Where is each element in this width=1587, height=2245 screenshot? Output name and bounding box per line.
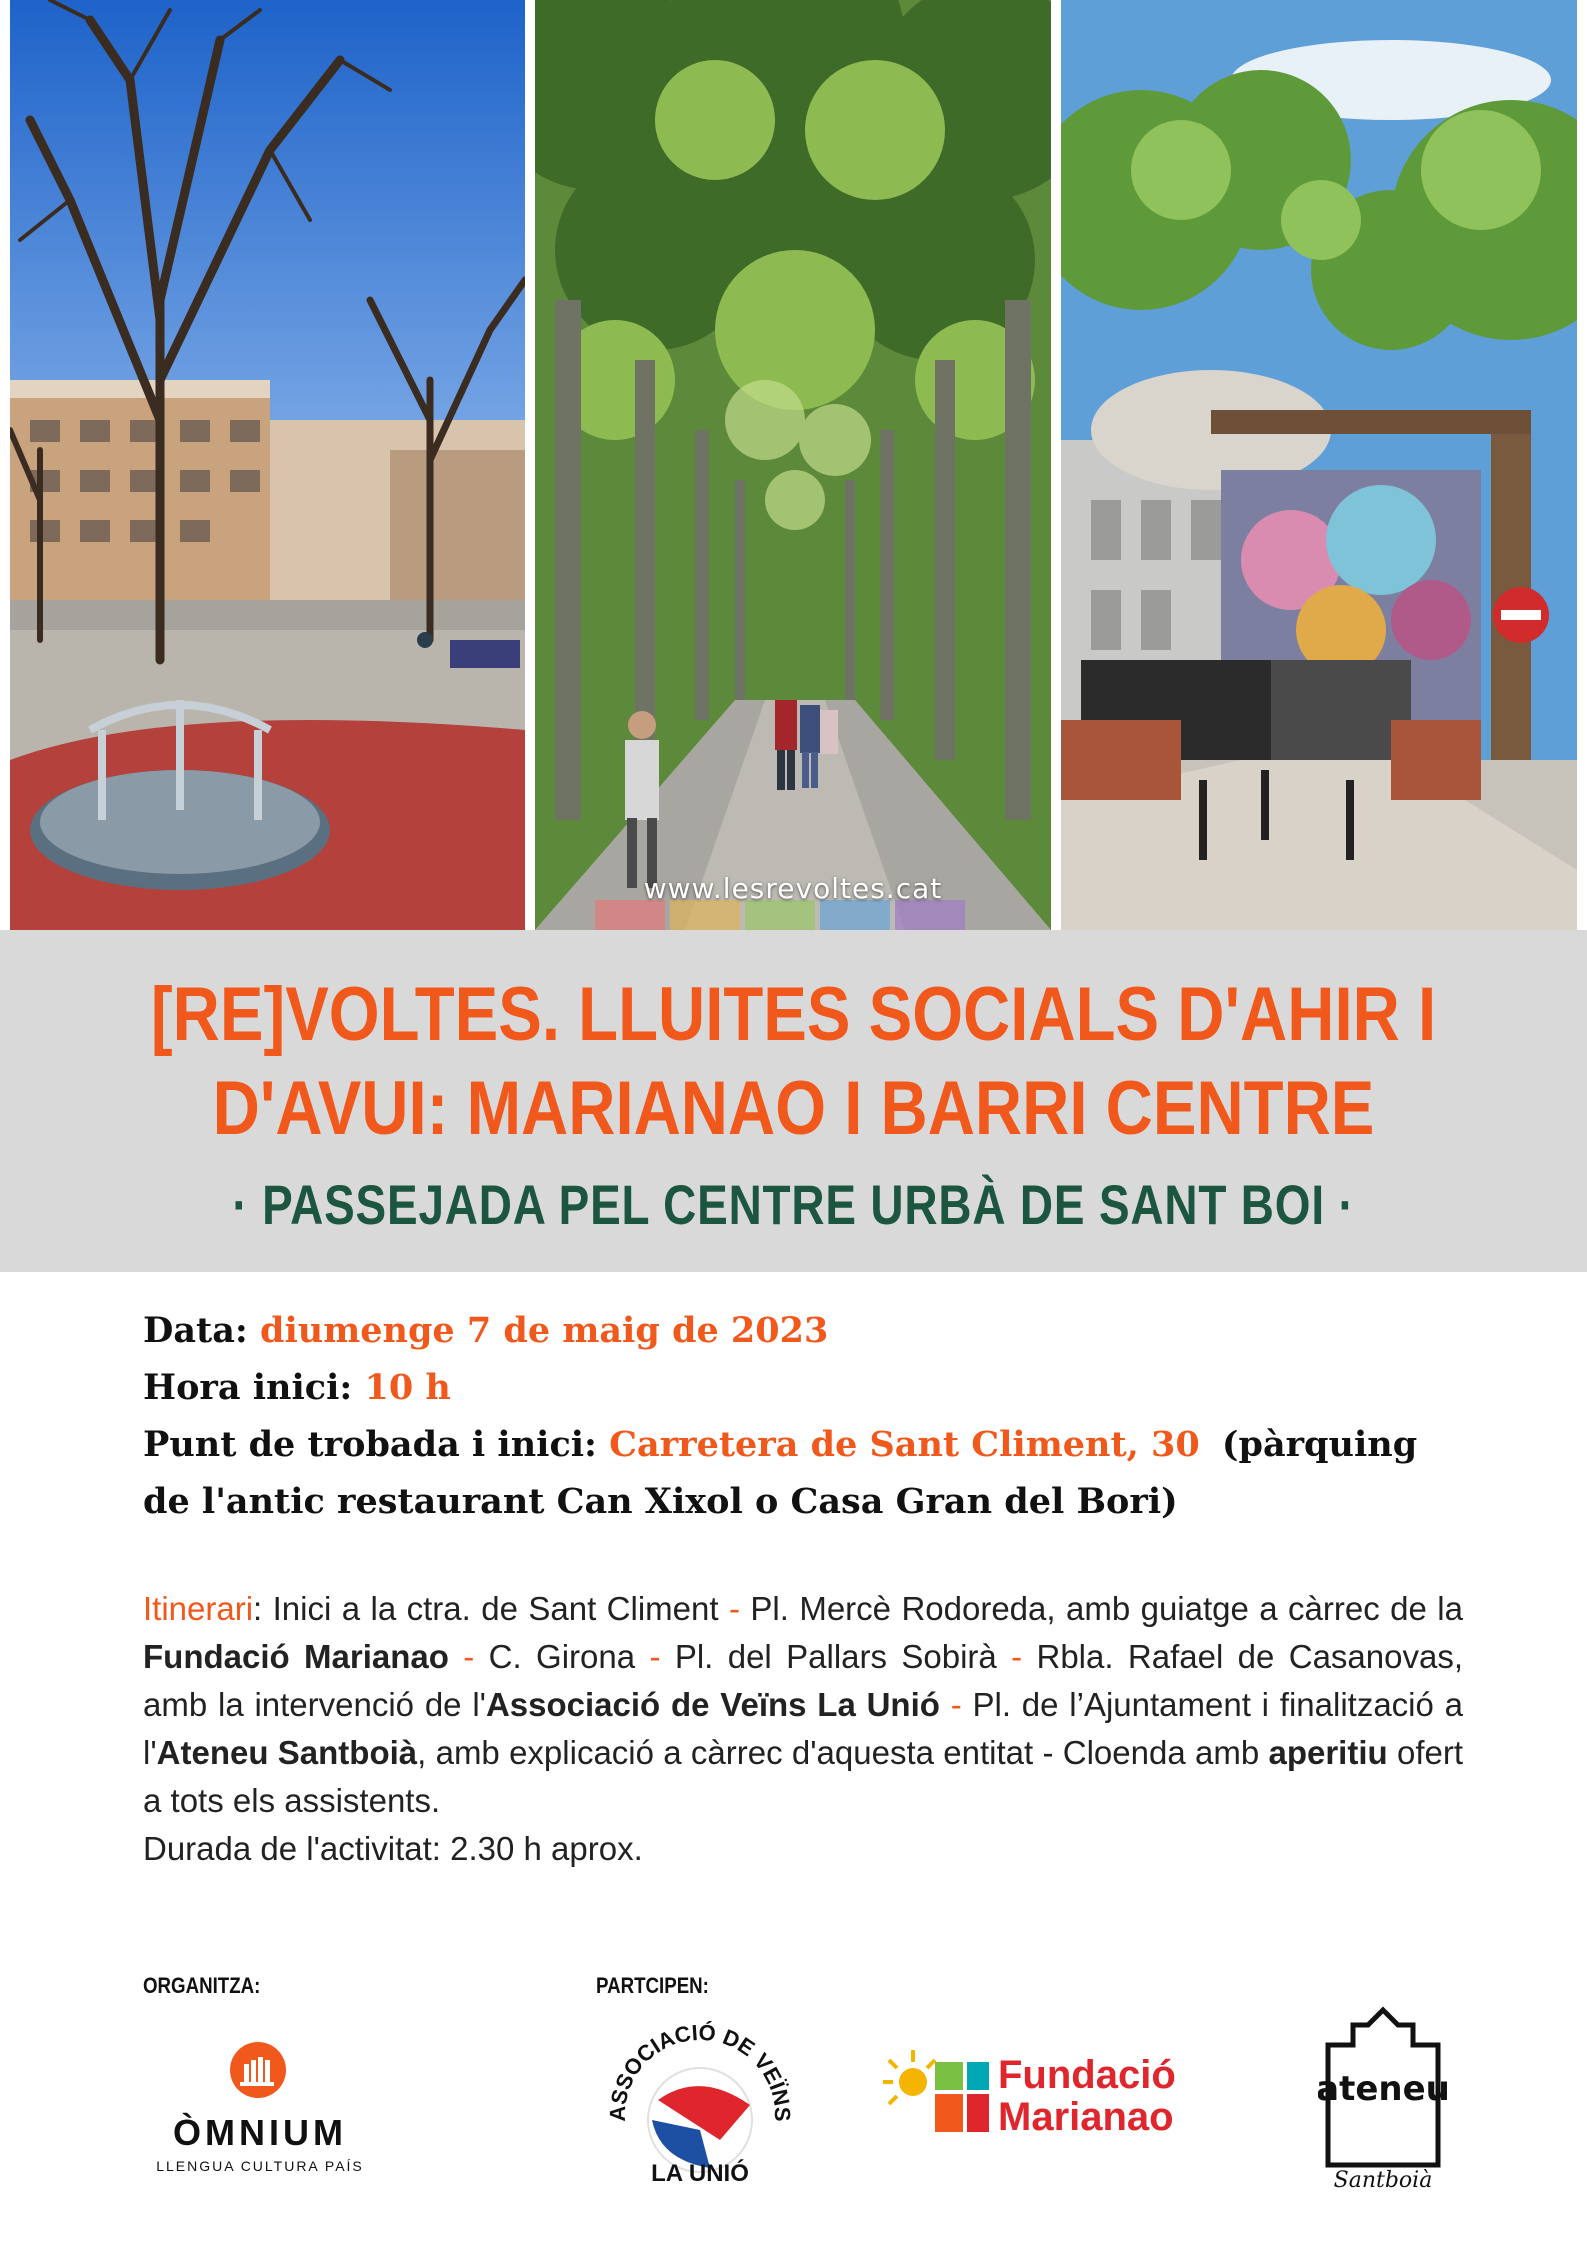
ateneu-place: Santboià <box>1333 2168 1433 2193</box>
ateneu-santboia-logo <box>1318 2005 1448 2195</box>
itinerary-text: Rbla. Rafael de Casanovas, amb la intervenció de l' <box>143 1638 1464 1723</box>
omnium-name: ÒMNIUM <box>173 2112 347 2153</box>
itinerary-dash: - <box>950 1686 962 1723</box>
itinerary-bold: Associació de Veïns La Unió <box>485 1686 940 1723</box>
itinerary-text: : Inici a la ctra. de Sant Climent <box>253 1590 729 1627</box>
time-row <box>143 1359 1463 1416</box>
ateneu-house-icon <box>1318 2005 1448 2195</box>
date-row <box>143 1302 1463 1359</box>
duration: Durada de l'activitat: 2.30 h aprox. <box>143 1830 643 1867</box>
event-title <box>111 968 1476 1156</box>
itinerary-text: Pl. del Pallars Sobirà <box>660 1638 1012 1675</box>
itinerary-dash: - <box>728 1590 740 1627</box>
omnium-logo <box>150 2040 370 2180</box>
itinerary-label: Itinerari <box>143 1590 254 1627</box>
aavv-la-unio-logo <box>600 2010 800 2190</box>
meeting-value: Carretera de Sant Climent, 30 <box>609 1424 1200 1465</box>
marianao-sun-icon <box>883 2048 993 2148</box>
itinerary-text: C. Girona <box>474 1638 650 1675</box>
date-value: diumenge 7 de maig de 2023 <box>259 1310 829 1351</box>
photo-strip <box>0 0 1587 930</box>
event-details <box>143 1302 1463 1530</box>
date-label: Data: <box>143 1310 248 1351</box>
time-value: 10 h <box>364 1367 451 1408</box>
meeting-extra: (pàrquing <box>1221 1424 1418 1465</box>
meeting-extra-line: de l'antic restaurant Can Xixol o Casa Gran del Bori) <box>143 1481 1178 1522</box>
title-line-2: D'AVUI: MARIANAO I BARRI CENTRE <box>212 1066 1375 1151</box>
participen-label: PARTCIPEN: <box>596 1973 709 1998</box>
photo-ateneu <box>1061 0 1577 930</box>
photo-playground <box>10 0 525 930</box>
title-banner <box>0 930 1587 1272</box>
itinerary-bold: Fundació Marianao <box>143 1638 449 1675</box>
photo-avenue <box>535 0 1051 930</box>
event-subtitle: · PASSEJADA PEL CENTRE URBÀ DE SANT BOI · <box>232 1173 1355 1236</box>
itinerary-bold: Ateneu Santboià <box>156 1734 418 1771</box>
itinerary-text: Pl. Mercè Rodoreda, amb guiatge a càrrec de la <box>739 1590 1463 1627</box>
itinerary-text: ofert a tots els assistents. <box>143 1734 1463 1819</box>
itinerary-dash: - <box>463 1638 475 1675</box>
itinerary-dash: - <box>1011 1638 1023 1675</box>
marianao-line-2: Marianao <box>998 2095 1174 2139</box>
itinerary-bold: aperitiu <box>1268 1734 1388 1771</box>
itinerary-text: , amb explicació a càrrec d'aquesta entitat - Cloenda amb <box>417 1734 1269 1771</box>
meeting-row <box>143 1416 1463 1473</box>
ateneu-word: ateneu <box>1318 2069 1448 2109</box>
omnium-tagline: LLENGUA CULTURA PAÍS <box>156 2158 364 2174</box>
aavv-arc-text: ASSOCIACIÓ DE VEÏNS <box>604 2019 796 2122</box>
marianao-line-1: Fundació <box>998 2053 1176 2097</box>
itinerary-text: Pl. de l’Ajuntament i finalització a l' <box>143 1686 1463 1771</box>
title-line-1: [RE]VOLTES. LLUITES SOCIALS D'AHIR I <box>150 972 1437 1057</box>
itinerary-dash: - <box>649 1638 661 1675</box>
organitza-label: ORGANITZA: <box>143 1973 261 1998</box>
aavv-name: LA UNIÓ <box>651 2160 749 2187</box>
meeting-label: Punt de trobada i inici: <box>143 1424 597 1465</box>
time-label: Hora inici: <box>143 1367 353 1408</box>
website-watermark: www.lesrevoltes.cat <box>643 872 943 905</box>
itinerary <box>143 1585 1463 1873</box>
fundacio-marianao-logo <box>883 2048 1233 2148</box>
